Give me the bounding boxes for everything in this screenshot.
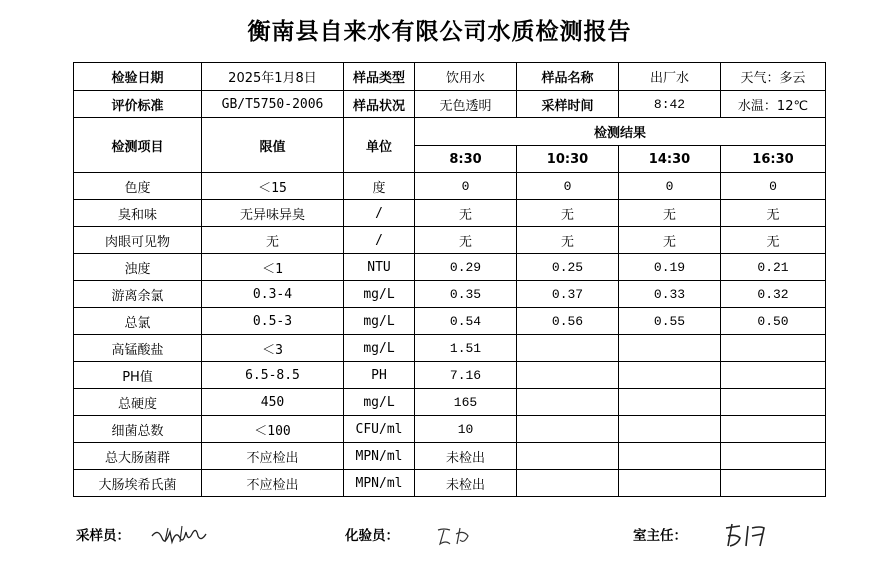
result-value: 未检出 [415, 443, 517, 470]
header-limit: 限值 [202, 118, 344, 173]
meta-value: 8:42 [619, 91, 721, 118]
water-temp-cell: 水温：12℃ [721, 91, 826, 118]
meta-value: 出厂水 [619, 63, 721, 91]
unit-value: / [344, 200, 415, 227]
result-value: 无 [721, 200, 826, 227]
report-title: 衡南县自来水有限公司水质检测报告 [247, 18, 632, 45]
unit-value: / [344, 227, 415, 254]
header-time: 10:30 [517, 146, 619, 173]
unit-value: mg/L [344, 335, 415, 362]
result-value: 10 [415, 416, 517, 443]
result-value [619, 470, 721, 497]
result-value: 0.32 [721, 281, 826, 308]
item-name: 高锰酸盐 [74, 335, 202, 362]
result-value [721, 470, 826, 497]
result-value [517, 335, 619, 362]
result-value [721, 443, 826, 470]
result-value: 0.35 [415, 281, 517, 308]
table-row [74, 254, 826, 281]
limit-value: 无异味异臭 [202, 200, 344, 227]
meta-label: 样品类型 [344, 63, 415, 91]
tester-signature-icon [432, 520, 502, 550]
header-time: 14:30 [619, 146, 721, 173]
result-value [619, 362, 721, 389]
item-name: 总大肠菌群 [74, 443, 202, 470]
header-time: 16:30 [721, 146, 826, 173]
meta-label: 评价标准 [74, 91, 202, 118]
result-value: 无 [517, 227, 619, 254]
item-name: 细菌总数 [74, 416, 202, 443]
result-value [517, 389, 619, 416]
result-value: 0.33 [619, 281, 721, 308]
tester-label: 化验员： [345, 528, 399, 544]
result-value: 1.51 [415, 335, 517, 362]
result-value [721, 362, 826, 389]
meta-value: 无色透明 [415, 91, 517, 118]
result-value: 0.21 [721, 254, 826, 281]
table-row [74, 416, 826, 443]
result-value: 无 [517, 200, 619, 227]
meta-label: 样品名称 [517, 63, 619, 91]
table-row [74, 335, 826, 362]
unit-value: 度 [344, 173, 415, 200]
table-row [74, 281, 826, 308]
unit-value: PH [344, 362, 415, 389]
limit-value: ＜15 [202, 173, 344, 200]
signature-row [0, 520, 879, 550]
table-row [74, 308, 826, 335]
limit-value: ＜3 [202, 335, 344, 362]
result-value [721, 416, 826, 443]
limit-value: 6.5-8.5 [202, 362, 344, 389]
table-row [74, 200, 826, 227]
meta-value: 2025年1月8日 [202, 63, 344, 91]
result-value: 0.50 [721, 308, 826, 335]
result-value: 165 [415, 389, 517, 416]
report-table [73, 62, 826, 497]
meta-value: 饮用水 [415, 63, 517, 91]
table-body [74, 173, 826, 497]
item-name: 总氯 [74, 308, 202, 335]
sampler-label: 采样员： [76, 528, 130, 544]
table-row [74, 173, 826, 200]
item-name: 浊度 [74, 254, 202, 281]
unit-value: mg/L [344, 308, 415, 335]
header-results: 检测结果 [415, 118, 826, 146]
table-row [74, 227, 826, 254]
limit-value: ＜1 [202, 254, 344, 281]
result-value: 无 [415, 227, 517, 254]
result-value: 7.16 [415, 362, 517, 389]
item-name: 总硬度 [74, 389, 202, 416]
meta-label: 采样时间 [517, 91, 619, 118]
limit-value: 不应检出 [202, 470, 344, 497]
result-value [517, 362, 619, 389]
item-name: PH值 [74, 362, 202, 389]
sampler-signature-icon [148, 520, 218, 550]
result-value: 0 [619, 173, 721, 200]
header-item: 检测项目 [74, 118, 202, 173]
item-name: 色度 [74, 173, 202, 200]
result-value [619, 389, 721, 416]
result-value [619, 443, 721, 470]
unit-value: NTU [344, 254, 415, 281]
result-value: 0 [721, 173, 826, 200]
result-value: 0.25 [517, 254, 619, 281]
result-value [721, 389, 826, 416]
result-value [619, 416, 721, 443]
result-value: 0 [415, 173, 517, 200]
item-name: 肉眼可见物 [74, 227, 202, 254]
unit-value: MPN/ml [344, 470, 415, 497]
weather-cell: 天气：多云 [721, 63, 826, 91]
limit-value: 不应检出 [202, 443, 344, 470]
result-value: 0.55 [619, 308, 721, 335]
limit-value: ＜100 [202, 416, 344, 443]
limit-value: 450 [202, 389, 344, 416]
meta-row-2 [74, 91, 826, 118]
header-time: 8:30 [415, 146, 517, 173]
unit-value: MPN/ml [344, 443, 415, 470]
result-value: 0 [517, 173, 619, 200]
table-row [74, 470, 826, 497]
unit-value: mg/L [344, 389, 415, 416]
meta-label: 样品状况 [344, 91, 415, 118]
result-value [619, 335, 721, 362]
item-name: 大肠埃希氏菌 [74, 470, 202, 497]
result-value: 无 [619, 227, 721, 254]
limit-value: 无 [202, 227, 344, 254]
table-row [74, 443, 826, 470]
meta-value: GB/T5750-2006 [202, 91, 344, 118]
result-value [517, 470, 619, 497]
director-signature-icon [722, 520, 792, 550]
result-value: 0.19 [619, 254, 721, 281]
director-label: 室主任： [633, 528, 687, 544]
result-value: 无 [415, 200, 517, 227]
result-value: 0.29 [415, 254, 517, 281]
result-value: 无 [619, 200, 721, 227]
unit-value: CFU/ml [344, 416, 415, 443]
result-value: 0.56 [517, 308, 619, 335]
meta-label: 检验日期 [74, 63, 202, 91]
result-value: 0.54 [415, 308, 517, 335]
limit-value: 0.3-4 [202, 281, 344, 308]
result-value [721, 335, 826, 362]
item-name: 臭和味 [74, 200, 202, 227]
result-value: 未检出 [415, 470, 517, 497]
result-value: 0.37 [517, 281, 619, 308]
table-row [74, 362, 826, 389]
header-row-1 [74, 118, 826, 146]
unit-value: mg/L [344, 281, 415, 308]
header-unit: 单位 [344, 118, 415, 173]
limit-value: 0.5-3 [202, 308, 344, 335]
meta-row-1 [74, 63, 826, 91]
result-value: 无 [721, 227, 826, 254]
table-row [74, 389, 826, 416]
item-name: 游离余氯 [74, 281, 202, 308]
result-value [517, 443, 619, 470]
result-value [517, 416, 619, 443]
